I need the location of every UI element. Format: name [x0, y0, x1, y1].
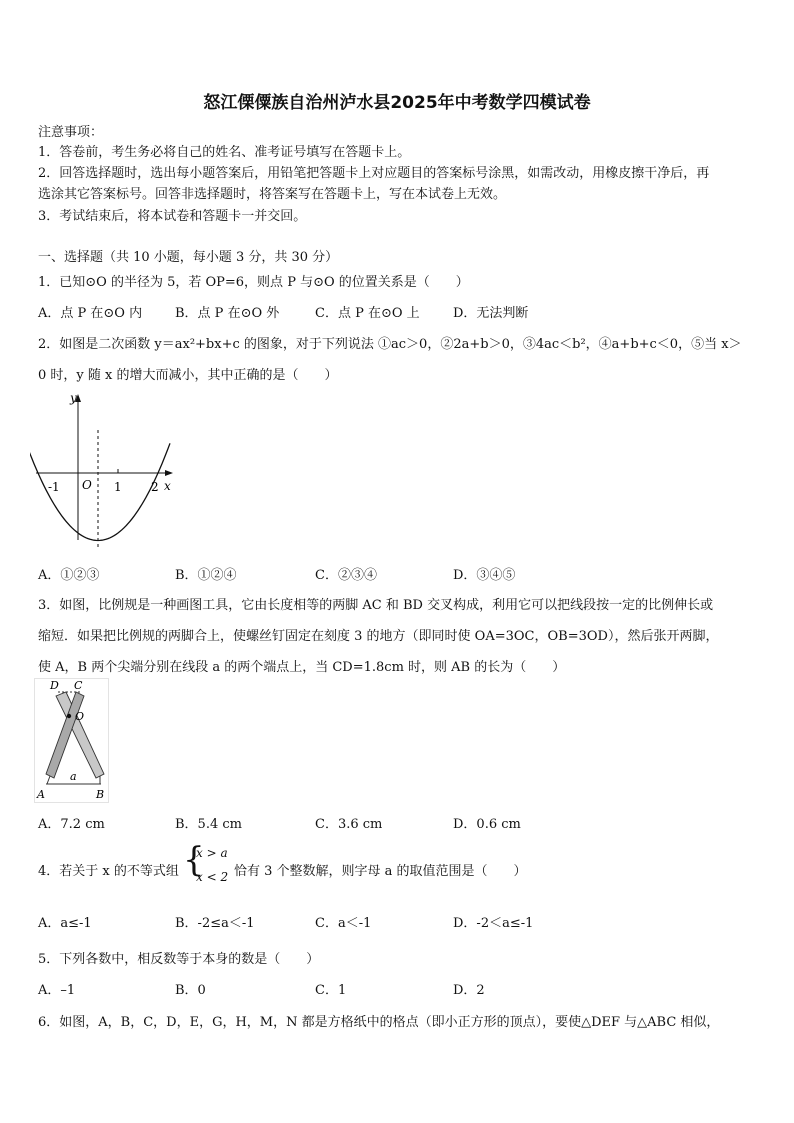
question-4-stem: 恰有 3 个整数解，则字母 a 的取值范围是（ ）	[234, 864, 527, 879]
origin-label: O	[82, 478, 92, 492]
q5-option-a[interactable]: A．–1	[38, 983, 76, 998]
tick-label-2: 2	[151, 480, 159, 494]
question-6-stem: 6．如图，A，B，C，D，E，G，H，M，N 都是方格纸中的格点（即小正方形的顶点），要使△DEF 与△ABC 相似，	[38, 1015, 720, 1030]
system-line-2: x < 2	[196, 870, 229, 884]
q1-option-c[interactable]: C．点 P 在⊙O 上	[315, 306, 420, 321]
question-3-stem: 缩短．如果把比例规的两脚合上，使螺丝钉固定在刻度 3 的地方（即同时使 OA=3OC，OB=3OD），然后张开两脚，	[38, 629, 719, 644]
label-b: B	[96, 788, 105, 801]
question-2-stem: 2．如图是二次函数 y＝ax²+bx+c 的图象，对于下列说法 ①ac＞0，②2a+b＞0，③4ac＜b²，④a+b+c＜0，⑤当 x＞	[38, 337, 742, 352]
question-3-stem: 3．如图，比例规是一种画图工具，它由长度相等的两脚 AC 和 BD 交叉构成，利用它可以把线段按一定的比例伸长或	[38, 598, 714, 613]
q1-option-a[interactable]: A．点 P 在⊙O 内	[38, 306, 143, 321]
question-4-stem: 4．若关于 x 的不等式组	[38, 864, 179, 879]
q5-option-b[interactable]: B．0	[175, 983, 206, 998]
tip-a	[47, 776, 50, 784]
y-axis-label: y	[70, 391, 77, 405]
notice-item: 3．考试结束后，将本试卷和答题卡一并交回。	[38, 209, 307, 224]
section-heading: 一、选择题（共 10 小题，每小题 3 分，共 30 分）	[38, 250, 339, 265]
label-a: A	[37, 788, 45, 801]
tick-label-1: 1	[114, 480, 122, 494]
q3-option-d[interactable]: D．0.6 cm	[453, 817, 521, 832]
label-a-segment: a	[70, 770, 77, 783]
label-c: C	[74, 679, 83, 692]
label-d: D	[50, 679, 59, 692]
notice-heading: 注意事项：	[38, 125, 104, 140]
q1-option-b[interactable]: B．点 P 在⊙O 外	[175, 306, 280, 321]
system-line-1: x > a	[196, 846, 228, 860]
parabola-figure	[30, 390, 180, 550]
x-axis-arrow	[165, 470, 173, 476]
q3-option-a[interactable]: A．7.2 cm	[38, 817, 105, 832]
system-brace: {	[183, 840, 205, 880]
notice-item: 选涂其它答案标号。回答非选择题时，将答案写在答题卡上，写在本试卷上无效。	[38, 187, 507, 202]
tick-label-neg1: -1	[48, 480, 60, 494]
q2-option-b[interactable]: B．①②④	[175, 568, 237, 583]
page-title: 怒江傈僳族自治州泸水县2025年中考数学四模试卷	[203, 93, 591, 113]
q4-option-b[interactable]: B．-2≤a＜-1	[175, 916, 255, 931]
q4-option-c[interactable]: C．a＜-1	[315, 916, 372, 931]
label-o: O	[75, 710, 85, 723]
question-5-stem: 5．下列各数中，相反数等于本身的数是（ ）	[38, 952, 320, 967]
q4-option-d[interactable]: D．-2＜a≤-1	[453, 916, 534, 931]
q3-option-c[interactable]: C．3.6 cm	[315, 817, 383, 832]
q2-option-d[interactable]: D．③④⑤	[453, 568, 516, 583]
pivot-o	[67, 714, 71, 718]
proportional-compass-figure	[34, 678, 110, 804]
question-1-stem: 1．已知⊙O 的半径为 5，若 OP=6，则点 P 与⊙O 的位置关系是（ ）	[38, 275, 469, 290]
q5-option-c[interactable]: C．1	[315, 983, 347, 998]
q5-option-d[interactable]: D．2	[453, 983, 485, 998]
q1-option-d[interactable]: D．无法判断	[453, 306, 529, 321]
notice-item: 1．答卷前，考生务必将自己的姓名、准考证号填写在答题卡上。	[38, 145, 411, 160]
question-2-stem: 0 时，y 随 x 的增大而减小，其中正确的是（ ）	[38, 368, 338, 383]
q2-option-c[interactable]: C．②③④	[315, 568, 377, 583]
x-axis-label: x	[164, 479, 171, 493]
notice-item: 2．回答选择题时，选出每小题答案后，用铅笔把答题卡上对应题目的答案标号涂黑，如需改动，用橡皮擦干净后，再	[38, 166, 710, 181]
question-3-stem: 使 A，B 两个尖端分别在线段 a 的两个端点上，当 CD=1.8cm 时，则 AB 的长为（ ）	[38, 660, 566, 675]
q4-option-a[interactable]: A．a≤-1	[38, 916, 92, 931]
q3-option-b[interactable]: B．5.4 cm	[175, 817, 242, 832]
q2-option-a[interactable]: A．①②③	[38, 568, 100, 583]
